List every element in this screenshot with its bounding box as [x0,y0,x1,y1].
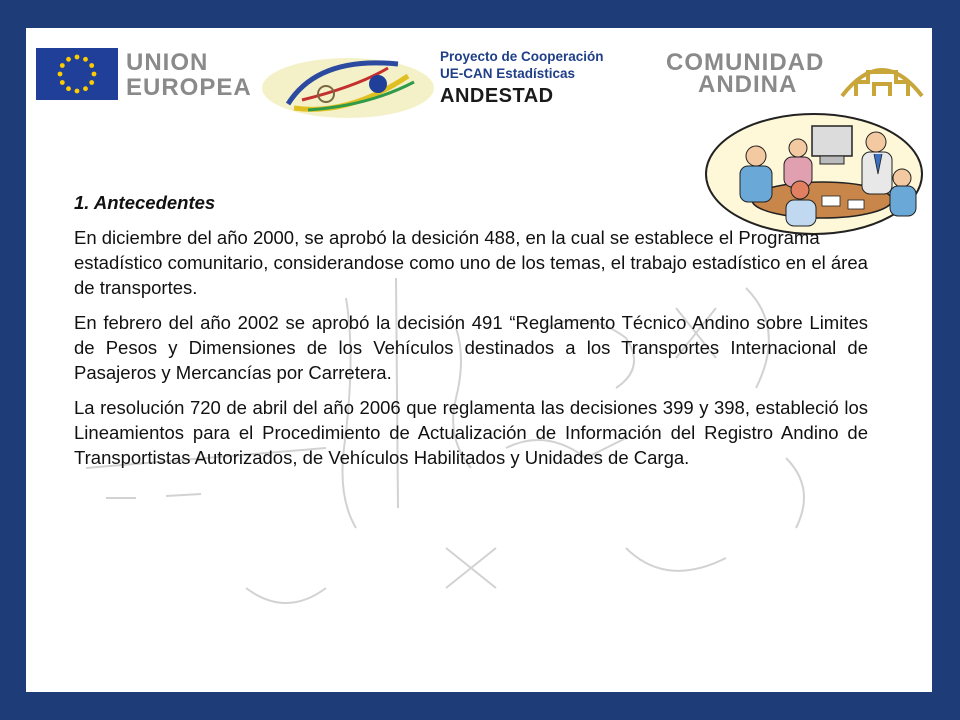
eu-line2: EUROPEA [126,74,252,101]
can-line2: ANDINA [698,71,798,98]
can-logo-text [666,49,825,98]
content-body [74,190,868,480]
paragraph-resolution-720: La resolución 720 de abril del año 2006 que reglamenta las decisiones 399 y 398, estableció los Lineamientos para el Procedimiento de Actualización de Información del Registro Andino de Transportistas Autorizados, de Vehículos Habilitados y Unidades de Carga. [74,397,868,468]
project-title [440,48,604,82]
paragraph-decision-491: En febrero del año 2002 se aprobó la decisión 491 “Reglamento Técnico Andino sobre Limites de Pesos y Dimensiones de los Vehículos destinados a los Transportes Internacional de Pasajeros y Mercancías por Carretera. [74,312,868,383]
eu-line1: UNION [126,49,209,76]
eu-flag-icon [36,48,118,100]
can-line1: COMUNIDAD [666,49,825,76]
andestad-swoosh-logo [258,46,438,126]
paragraph-decision-488: En diciembre del año 2000, se aprobó la desición 488, en la cual se establece el Programa estadístico comunitario, considerandose como uno de los temas, el trabajo estadístico en el área de transportes. [74,227,868,298]
slide [26,28,932,692]
can-emblem-icon [834,50,930,100]
section-heading: 1. Antecedentes [74,192,216,213]
project-line1: Proyecto de Cooperación [440,49,604,64]
project-line2: UE-CAN Estadísticas [440,66,576,81]
eu-logo-text [126,50,252,100]
project-name: ANDESTAD [440,85,554,107]
